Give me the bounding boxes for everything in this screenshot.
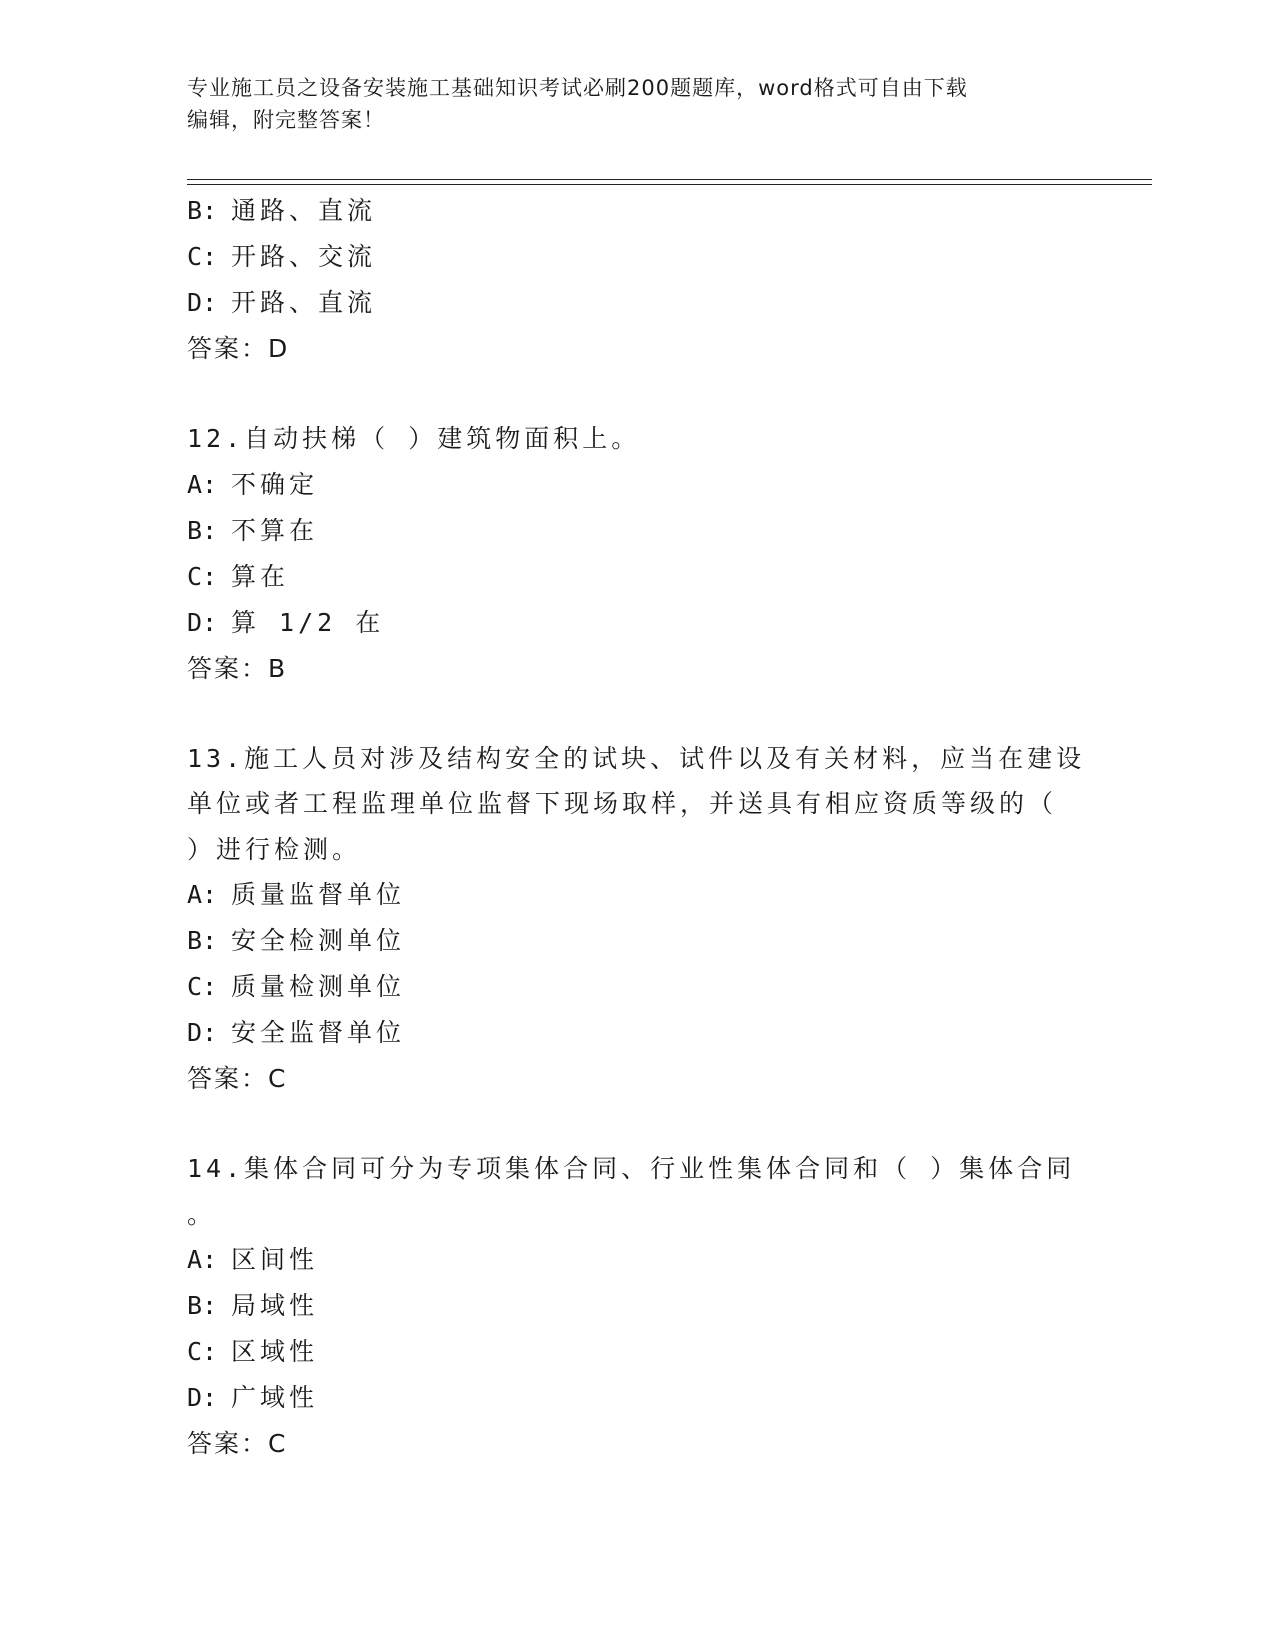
question-13 xyxy=(187,736,1087,1103)
spacer xyxy=(187,372,1087,416)
option-text: 安全检测单位 xyxy=(231,926,406,955)
option-c xyxy=(187,554,1087,600)
option-d xyxy=(187,600,1087,646)
option-text: 算 1/2 在 xyxy=(231,607,385,637)
question-stem-line-2: 。 xyxy=(187,1199,217,1229)
option-d xyxy=(187,280,1087,326)
question-11 xyxy=(187,188,1087,372)
question-stem-line-1: 14.集体合同可分为专项集体合同、行业性集体合同和（ ）集体合同 xyxy=(187,1154,1076,1183)
question-12 xyxy=(187,416,1087,692)
option-key: B: xyxy=(187,926,218,955)
option-c xyxy=(187,1329,1087,1375)
option-a xyxy=(187,1237,1087,1283)
option-b xyxy=(187,188,1087,234)
option-text: 不算在 xyxy=(231,515,319,545)
option-key: C: xyxy=(187,972,218,1001)
option-text: 安全监督单位 xyxy=(231,1018,406,1047)
option-text: 开路、交流 xyxy=(231,242,377,271)
option-key: D: xyxy=(187,1383,218,1412)
question-stem-line-2: 单位或者工程监理单位监督下现场取样，并送具有相应资质等级的（ xyxy=(187,789,1058,818)
answer-line: 答案：C xyxy=(187,1429,288,1458)
option-c xyxy=(187,964,1087,1010)
header-title-line-2: 编辑，附完整答案！ xyxy=(187,108,385,132)
option-b xyxy=(187,918,1087,964)
header-divider-top xyxy=(187,179,1152,180)
option-text: 开路、直流 xyxy=(231,288,377,317)
header-title-line-1: 专业施工员之设备安装施工基础知识考试必刷200题题库，word格式可自由下载 xyxy=(187,76,968,100)
option-key: C: xyxy=(187,561,218,591)
option-d xyxy=(187,1010,1087,1056)
document-header xyxy=(187,72,1067,136)
option-text: 区域性 xyxy=(231,1337,319,1366)
spacer xyxy=(187,1102,1087,1146)
option-key: A: xyxy=(187,1245,218,1274)
option-key: B: xyxy=(187,515,218,545)
option-b xyxy=(187,508,1087,554)
option-key: B: xyxy=(187,196,218,225)
option-key: C: xyxy=(187,1337,218,1366)
option-b xyxy=(187,1283,1087,1329)
option-key: A: xyxy=(187,880,218,909)
option-text: 质量监督单位 xyxy=(231,880,406,909)
option-d xyxy=(187,1375,1087,1421)
question-stem-line-3: ）进行检测。 xyxy=(187,834,362,864)
option-key: A: xyxy=(187,469,218,499)
question-stem: 12.自动扶梯（ ）建筑物面积上。 xyxy=(187,424,641,453)
option-a xyxy=(187,872,1087,918)
option-text: 局域性 xyxy=(231,1291,319,1320)
option-key: B: xyxy=(187,1291,218,1320)
option-text: 区间性 xyxy=(231,1245,319,1274)
option-text: 通路、直流 xyxy=(231,196,377,225)
option-text: 广域性 xyxy=(231,1383,319,1412)
option-key: D: xyxy=(187,607,218,637)
answer-line: 答案：C xyxy=(187,1064,288,1093)
question-stem-line-1: 13.施工人员对涉及结构安全的试块、试件以及有关材料，应当在建设 xyxy=(187,743,1086,773)
option-key: D: xyxy=(187,288,218,317)
option-key: C: xyxy=(187,242,218,271)
question-list xyxy=(187,188,1087,1467)
option-a xyxy=(187,462,1087,508)
option-c xyxy=(187,234,1087,280)
spacer xyxy=(187,692,1087,736)
question-14 xyxy=(187,1146,1087,1467)
header-divider-bottom xyxy=(187,184,1152,185)
answer-line: 答案：B xyxy=(187,653,288,683)
answer-line: 答案：D xyxy=(187,334,290,363)
option-text: 不确定 xyxy=(231,469,319,499)
option-text: 算在 xyxy=(231,561,290,591)
option-text: 质量检测单位 xyxy=(231,972,406,1001)
option-key: D: xyxy=(187,1018,218,1047)
